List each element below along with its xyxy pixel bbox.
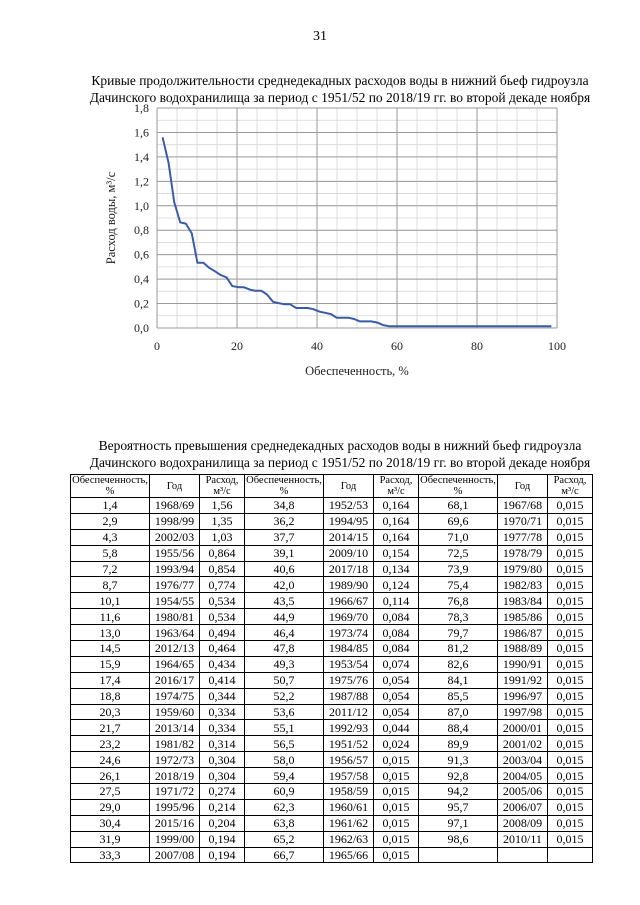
table-row [71, 513, 593, 529]
table-cell: 1990/91 [498, 656, 548, 672]
header-year: Год [498, 475, 548, 498]
table-row [71, 847, 593, 863]
table-cell: 79,7 [419, 625, 498, 641]
table-cell: 0,414 [200, 672, 245, 688]
table-cell: 46,4 [245, 625, 324, 641]
table-title-line-1: Вероятность превышения среднедекадных расходов воды в нижний бьеф гидроузла [98, 438, 582, 453]
y-tick-label: 1,6 [134, 125, 149, 140]
table-cell: 0,015 [374, 752, 419, 768]
table-row [71, 784, 593, 800]
table-cell: 2010/11 [498, 831, 548, 847]
x-tick-label: 80 [471, 339, 483, 353]
table-row [71, 815, 593, 831]
table-cell: 0,074 [374, 656, 419, 672]
table-cell: 95,7 [419, 799, 498, 815]
table-cell: 1960/61 [324, 799, 374, 815]
table-cell: 0,015 [374, 799, 419, 815]
table-cell: 1963/64 [150, 625, 200, 641]
table-cell: 0,204 [200, 815, 245, 831]
table-cell: 0,464 [200, 641, 245, 657]
table-cell: 0,084 [374, 609, 419, 625]
table-cell: 27,5 [71, 784, 150, 800]
table-cell: 2000/01 [498, 720, 548, 736]
table-row [71, 577, 593, 593]
table-cell: 63,8 [245, 815, 324, 831]
table-cell: 0,015 [548, 752, 593, 768]
table-row [71, 498, 593, 514]
table-cell: 0,124 [374, 577, 419, 593]
table-cell: 17,4 [71, 672, 150, 688]
table-cell: 82,6 [419, 656, 498, 672]
table-cell: 0,164 [374, 529, 419, 545]
probability-table [70, 474, 593, 863]
table-cell: 1,35 [200, 513, 245, 529]
table-cell: 1988/89 [498, 641, 548, 657]
table-cell [498, 847, 548, 863]
table-cell: 55,1 [245, 720, 324, 736]
table-row [71, 704, 593, 720]
table-cell: 1964/65 [150, 656, 200, 672]
y-tick-label: 1,4 [134, 149, 149, 164]
table-cell: 1973/74 [324, 625, 374, 641]
table-cell: 0,054 [374, 704, 419, 720]
table-row [71, 561, 593, 577]
table-cell: 26,1 [71, 768, 150, 784]
table-cell: 1997/98 [498, 704, 548, 720]
table-cell: 89,9 [419, 736, 498, 752]
table-cell: 1985/86 [498, 609, 548, 625]
table-cell: 1954/55 [150, 593, 200, 609]
table-cell: 0,774 [200, 577, 245, 593]
table-cell: 1983/84 [498, 593, 548, 609]
table-cell: 1971/72 [150, 784, 200, 800]
table-row [71, 831, 593, 847]
table-cell: 0,164 [374, 513, 419, 529]
table-cell: 0,015 [374, 784, 419, 800]
table-cell: 0,015 [548, 545, 593, 561]
table-cell: 2003/04 [498, 752, 548, 768]
y-tick-label: 0,4 [134, 272, 149, 287]
chart-title-line-2: Дачинского водохранилища за период с 1951/52 по 2018/19 гг. во второй декаде ноября [89, 90, 591, 105]
table-cell: 34,8 [245, 498, 324, 514]
table-title [40, 437, 640, 471]
table-cell: 78,3 [419, 609, 498, 625]
table-cell: 69,6 [419, 513, 498, 529]
table-cell: 0,274 [200, 784, 245, 800]
table-cell: 1980/81 [150, 609, 200, 625]
table-cell: 1959/60 [150, 704, 200, 720]
y-tick-label: 0,8 [134, 223, 149, 238]
table-cell: 0,015 [548, 736, 593, 752]
table-cell: 1966/67 [324, 593, 374, 609]
table-cell: 0,015 [548, 513, 593, 529]
table-cell: 1986/87 [498, 625, 548, 641]
table-cell: 10,1 [71, 593, 150, 609]
table-cell: 1969/70 [324, 609, 374, 625]
table-cell: 0,534 [200, 609, 245, 625]
table-cell: 0,015 [548, 688, 593, 704]
table-cell: 85,5 [419, 688, 498, 704]
y-axis-label: Расход воды, м³/с [104, 171, 118, 265]
table-row [71, 641, 593, 657]
table-row [71, 625, 593, 641]
table-row [71, 688, 593, 704]
table-cell: 49,3 [245, 656, 324, 672]
table-row [71, 609, 593, 625]
table-cell: 0,314 [200, 736, 245, 752]
table-cell: 1987/88 [324, 688, 374, 704]
table-cell: 1979/80 [498, 561, 548, 577]
table-cell: 1967/68 [498, 498, 548, 514]
table-cell: 11,6 [71, 609, 150, 625]
table-cell: 0,534 [200, 593, 245, 609]
table-row [71, 752, 593, 768]
table-cell: 2008/09 [498, 815, 548, 831]
table-cell: 0,054 [374, 672, 419, 688]
table-cell: 7,2 [71, 561, 150, 577]
table-cell: 24,6 [71, 752, 150, 768]
x-tick-label: 60 [391, 339, 403, 353]
table-cell: 0,015 [548, 498, 593, 514]
table-cell: 1976/77 [150, 577, 200, 593]
y-tick-label: 1,8 [134, 101, 149, 115]
table-cell: 84,1 [419, 672, 498, 688]
table-cell: 2004/05 [498, 768, 548, 784]
table-cell: 2006/07 [498, 799, 548, 815]
table-cell: 1951/52 [324, 736, 374, 752]
table-cell: 88,4 [419, 720, 498, 736]
table-cell: 31,9 [71, 831, 150, 847]
table-cell: 0,015 [548, 609, 593, 625]
table-cell: 2002/03 [150, 529, 200, 545]
table-cell: 87,0 [419, 704, 498, 720]
table-row [71, 768, 593, 784]
table-cell: 21,7 [71, 720, 150, 736]
header-year: Год [324, 475, 374, 498]
table-cell: 1981/82 [150, 736, 200, 752]
x-tick-label: 100 [548, 339, 566, 353]
table-cell: 75,4 [419, 577, 498, 593]
header-discharge: Расход, м³/с [374, 475, 419, 498]
table-row [71, 720, 593, 736]
table-cell: 1989/90 [324, 577, 374, 593]
table-cell: 1999/00 [150, 831, 200, 847]
table-cell: 4,3 [71, 529, 150, 545]
table-cell: 65,2 [245, 831, 324, 847]
table-cell: 1984/85 [324, 641, 374, 657]
table-cell: 1952/53 [324, 498, 374, 514]
y-tick-label: 0,6 [134, 247, 149, 262]
table-cell: 0,015 [548, 593, 593, 609]
table-cell: 14,5 [71, 641, 150, 657]
table-header-row [71, 475, 593, 498]
table-cell: 0,015 [548, 561, 593, 577]
table-cell: 0,015 [548, 784, 593, 800]
table-cell: 0,434 [200, 656, 245, 672]
table-cell: 2018/19 [150, 768, 200, 784]
table-cell: 43,5 [245, 593, 324, 609]
table-cell: 2013/14 [150, 720, 200, 736]
table-cell: 47,8 [245, 641, 324, 657]
header-discharge: Расход, м³/с [548, 475, 593, 498]
table-cell: 1957/58 [324, 768, 374, 784]
table-cell: 1995/96 [150, 799, 200, 815]
x-tick-label: 0 [154, 339, 160, 353]
table-cell: 1998/99 [150, 513, 200, 529]
table-cell: 92,8 [419, 768, 498, 784]
table-cell: 0,334 [200, 720, 245, 736]
table-cell: 1982/83 [498, 577, 548, 593]
table-cell: 59,4 [245, 768, 324, 784]
table-cell: 0,015 [548, 704, 593, 720]
table-cell: 0,015 [548, 656, 593, 672]
table-cell: 33,3 [71, 847, 150, 863]
header-year: Год [150, 475, 200, 498]
table-cell: 8,7 [71, 577, 150, 593]
table-cell: 2009/10 [324, 545, 374, 561]
table-cell: 1974/75 [150, 688, 200, 704]
table-cell: 52,2 [245, 688, 324, 704]
table-cell: 0,015 [548, 529, 593, 545]
page-number: 31 [313, 29, 327, 44]
table-cell: 0,154 [374, 545, 419, 561]
table-cell: 2012/13 [150, 641, 200, 657]
y-tick-label: 1,2 [134, 174, 149, 189]
table-cell: 2011/12 [324, 704, 374, 720]
table-cell: 0,015 [548, 768, 593, 784]
table-cell: 0,015 [548, 577, 593, 593]
table-cell: 91,3 [419, 752, 498, 768]
table-cell: 68,1 [419, 498, 498, 514]
table-cell: 0,015 [374, 815, 419, 831]
table-cell: 1994/95 [324, 513, 374, 529]
table-cell: 2001/02 [498, 736, 548, 752]
table-cell: 1961/62 [324, 815, 374, 831]
table-cell: 76,8 [419, 593, 498, 609]
table-cell: 66,7 [245, 847, 324, 863]
table-cell: 98,6 [419, 831, 498, 847]
table-row [71, 799, 593, 815]
table-cell: 53,6 [245, 704, 324, 720]
table-cell: 0,024 [374, 736, 419, 752]
table-cell: 20,3 [71, 704, 150, 720]
table-row [71, 656, 593, 672]
table-cell: 2017/18 [324, 561, 374, 577]
header-probability: Обеспеченность, % [420, 475, 496, 497]
x-axis-label: Обеспеченность, % [305, 364, 409, 378]
chart-title-line-1: Кривые продолжительности среднедекадных расходов воды в нижний бьеф гидроузла [91, 73, 589, 88]
table-row [71, 593, 593, 609]
table-cell: 0,044 [374, 720, 419, 736]
table-cell: 0,015 [548, 815, 593, 831]
table-cell: 1996/97 [498, 688, 548, 704]
table-cell: 1953/54 [324, 656, 374, 672]
table-cell: 0,194 [200, 847, 245, 863]
table-cell: 0,015 [374, 831, 419, 847]
table-cell: 1991/92 [498, 672, 548, 688]
x-tick-label: 20 [231, 339, 243, 353]
table-body [71, 498, 593, 863]
header-probability: Обеспеченность, % [246, 475, 322, 497]
table-cell: 1955/56 [150, 545, 200, 561]
table-cell: 1972/73 [150, 752, 200, 768]
table-cell: 5,8 [71, 545, 150, 561]
table-cell: 81,2 [419, 641, 498, 657]
table-cell: 2016/17 [150, 672, 200, 688]
table-cell: 0,015 [548, 672, 593, 688]
table-cell: 1,4 [71, 498, 150, 514]
table-cell: 58,0 [245, 752, 324, 768]
table-cell: 0,015 [548, 641, 593, 657]
table-cell: 56,5 [245, 736, 324, 752]
table-cell: 0,114 [374, 593, 419, 609]
table-cell: 0,015 [548, 799, 593, 815]
table-cell: 2014/15 [324, 529, 374, 545]
x-tick-label: 40 [311, 339, 323, 353]
table-cell: 18,8 [71, 688, 150, 704]
table-cell [419, 847, 498, 863]
table-cell: 42,0 [245, 577, 324, 593]
table-cell: 71,0 [419, 529, 498, 545]
table-cell: 0,015 [374, 768, 419, 784]
table-cell: 0,134 [374, 561, 419, 577]
table-cell: 0,015 [548, 831, 593, 847]
table-cell: 0,015 [548, 625, 593, 641]
table-cell: 62,3 [245, 799, 324, 815]
table-cell: 0,334 [200, 704, 245, 720]
table-cell: 0,344 [200, 688, 245, 704]
table-row [71, 672, 593, 688]
table-cell: 2007/08 [150, 847, 200, 863]
table-cell: 13,0 [71, 625, 150, 641]
y-tick-label: 1,0 [134, 198, 149, 213]
table-cell: 1993/94 [150, 561, 200, 577]
table-cell: 29,0 [71, 799, 150, 815]
table-cell: 0,214 [200, 799, 245, 815]
table-cell: 2,9 [71, 513, 150, 529]
table-cell: 0,194 [200, 831, 245, 847]
table-cell: 94,2 [419, 784, 498, 800]
table-cell: 60,9 [245, 784, 324, 800]
table-cell: 15,9 [71, 656, 150, 672]
table-cell: 0,084 [374, 641, 419, 657]
table-cell: 1956/57 [324, 752, 374, 768]
table-cell: 72,5 [419, 545, 498, 561]
table-cell: 1,03 [200, 529, 245, 545]
table-cell: 0,015 [548, 720, 593, 736]
header-probability: Обеспеченность, % [72, 475, 148, 497]
table-cell [548, 847, 593, 863]
duration-curve-chart [95, 100, 575, 385]
table-cell: 1958/59 [324, 784, 374, 800]
table-cell: 1968/69 [150, 498, 200, 514]
table-cell: 40,6 [245, 561, 324, 577]
table-row [71, 529, 593, 545]
table-cell: 0,054 [374, 688, 419, 704]
y-tick-label: 0,2 [134, 296, 149, 311]
table-cell: 30,4 [71, 815, 150, 831]
table-cell: 0,304 [200, 768, 245, 784]
table-cell: 50,7 [245, 672, 324, 688]
table-cell: 0,015 [374, 847, 419, 863]
table-cell: 0,164 [374, 498, 419, 514]
table-cell: 2005/06 [498, 784, 548, 800]
table-cell: 39,1 [245, 545, 324, 561]
table-cell: 0,854 [200, 561, 245, 577]
table-cell: 1965/66 [324, 847, 374, 863]
table-title-line-2: Дачинского водохранилища за период с 1951/52 по 2018/19 гг. во второй декаде ноября [89, 455, 591, 470]
header-discharge: Расход, м³/с [200, 475, 245, 498]
table-cell: 23,2 [71, 736, 150, 752]
table-cell: 44,9 [245, 609, 324, 625]
table-cell: 73,9 [419, 561, 498, 577]
table-cell: 1,56 [200, 498, 245, 514]
table-cell: 0,084 [374, 625, 419, 641]
y-tick-label: 0,0 [134, 321, 149, 335]
table-cell: 1970/71 [498, 513, 548, 529]
table-row [71, 736, 593, 752]
table-cell: 0,864 [200, 545, 245, 561]
table-cell: 1975/76 [324, 672, 374, 688]
table-cell: 2015/16 [150, 815, 200, 831]
table-cell: 1977/78 [498, 529, 548, 545]
table-cell: 0,304 [200, 752, 245, 768]
table-cell: 1962/63 [324, 831, 374, 847]
table-cell: 97,1 [419, 815, 498, 831]
table-row [71, 545, 593, 561]
table-cell: 0,494 [200, 625, 245, 641]
table-cell: 1992/93 [324, 720, 374, 736]
table-cell: 1978/79 [498, 545, 548, 561]
table-cell: 36,2 [245, 513, 324, 529]
table-cell: 37,7 [245, 529, 324, 545]
